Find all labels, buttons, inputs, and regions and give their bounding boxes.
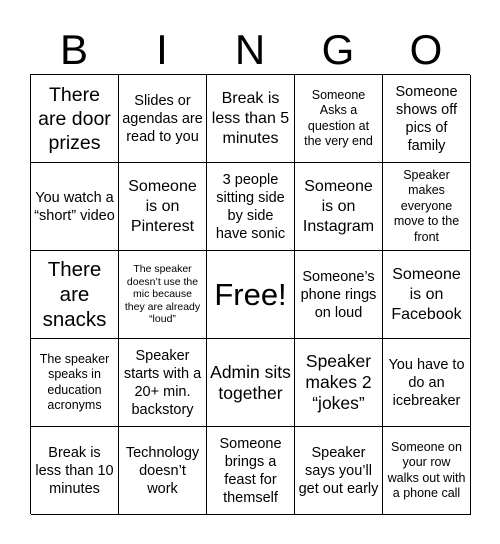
cell-text: Someone is on Pinterest	[128, 177, 197, 235]
bingo-free-cell[interactable]	[207, 251, 295, 339]
cell-text: You watch a “short” video	[34, 189, 115, 224]
bingo-cell[interactable]	[383, 251, 471, 339]
bingo-cell[interactable]	[31, 339, 119, 427]
cell-text: Someone Asks a question at the very end	[304, 87, 373, 148]
bingo-cell[interactable]	[295, 251, 383, 339]
bingo-cell[interactable]	[295, 163, 383, 251]
bingo-cell[interactable]	[295, 427, 383, 515]
cell-text: The speaker doesn’t use the mic because they are already “loud”	[124, 263, 201, 326]
bingo-cell[interactable]	[295, 75, 383, 163]
bingo-title	[30, 26, 470, 74]
bingo-cell[interactable]	[31, 163, 119, 251]
bingo-cell[interactable]	[383, 75, 471, 163]
bingo-cell[interactable]	[207, 339, 295, 427]
bingo-cell[interactable]	[207, 163, 295, 251]
title-letter-n: N	[234, 26, 266, 73]
cell-text: The speaker speaks in education acronyms	[39, 351, 110, 412]
cell-text: Someone’s phone rings on loud	[300, 268, 377, 321]
cell-text: Speaker starts with a 20+ min. backstory	[123, 347, 202, 418]
bingo-card	[30, 74, 470, 514]
bingo-cell[interactable]	[119, 251, 207, 339]
bingo-cell[interactable]	[119, 339, 207, 427]
title-letter-i: I	[156, 26, 168, 73]
cell-text: Someone shows off pics of family	[395, 83, 458, 154]
cell-text: Speaker says you’ll get out early	[298, 444, 379, 497]
cell-text: Someone is on Facebook	[391, 265, 462, 323]
cell-text: There are door prizes	[38, 83, 111, 154]
cell-text: Speaker makes everyone move to the front	[393, 167, 460, 244]
cell-text: Break is less than 5 minutes	[211, 89, 290, 147]
bingo-cell[interactable]	[119, 163, 207, 251]
cell-text: Break is less than 10 minutes	[35, 444, 114, 497]
bingo-cell[interactable]	[207, 427, 295, 515]
cell-text: Someone brings a feast for themself	[219, 435, 282, 506]
title-letter-g: G	[321, 26, 355, 73]
cell-text: Speaker makes 2 “jokes”	[305, 351, 372, 413]
cell-text: Slides or agendas are read to you	[122, 92, 203, 145]
bingo-cell[interactable]	[119, 427, 207, 515]
title-letter-b: B	[59, 26, 88, 73]
bingo-cell[interactable]	[295, 339, 383, 427]
bingo-cell[interactable]	[383, 163, 471, 251]
cell-text: Technology doesn’t work	[125, 444, 200, 497]
cell-text: 3 people sitting side by side have sonic	[215, 171, 286, 242]
free-space-text: Free!	[214, 276, 287, 312]
cell-text: You have to do an icebreaker	[388, 356, 465, 409]
title-letter-o: O	[409, 26, 443, 73]
cell-text: There are snacks	[42, 258, 107, 331]
bingo-cell[interactable]	[31, 427, 119, 515]
cell-text: Someone on your row walks out with a phone call	[387, 439, 466, 500]
cell-text: Admin sits together	[210, 361, 291, 403]
bingo-cell[interactable]	[31, 251, 119, 339]
bingo-cell[interactable]	[383, 427, 471, 515]
bingo-cell[interactable]	[119, 75, 207, 163]
bingo-cell[interactable]	[31, 75, 119, 163]
bingo-cell[interactable]	[383, 339, 471, 427]
bingo-cell[interactable]	[207, 75, 295, 163]
cell-text: Someone is on Instagram	[302, 177, 375, 235]
